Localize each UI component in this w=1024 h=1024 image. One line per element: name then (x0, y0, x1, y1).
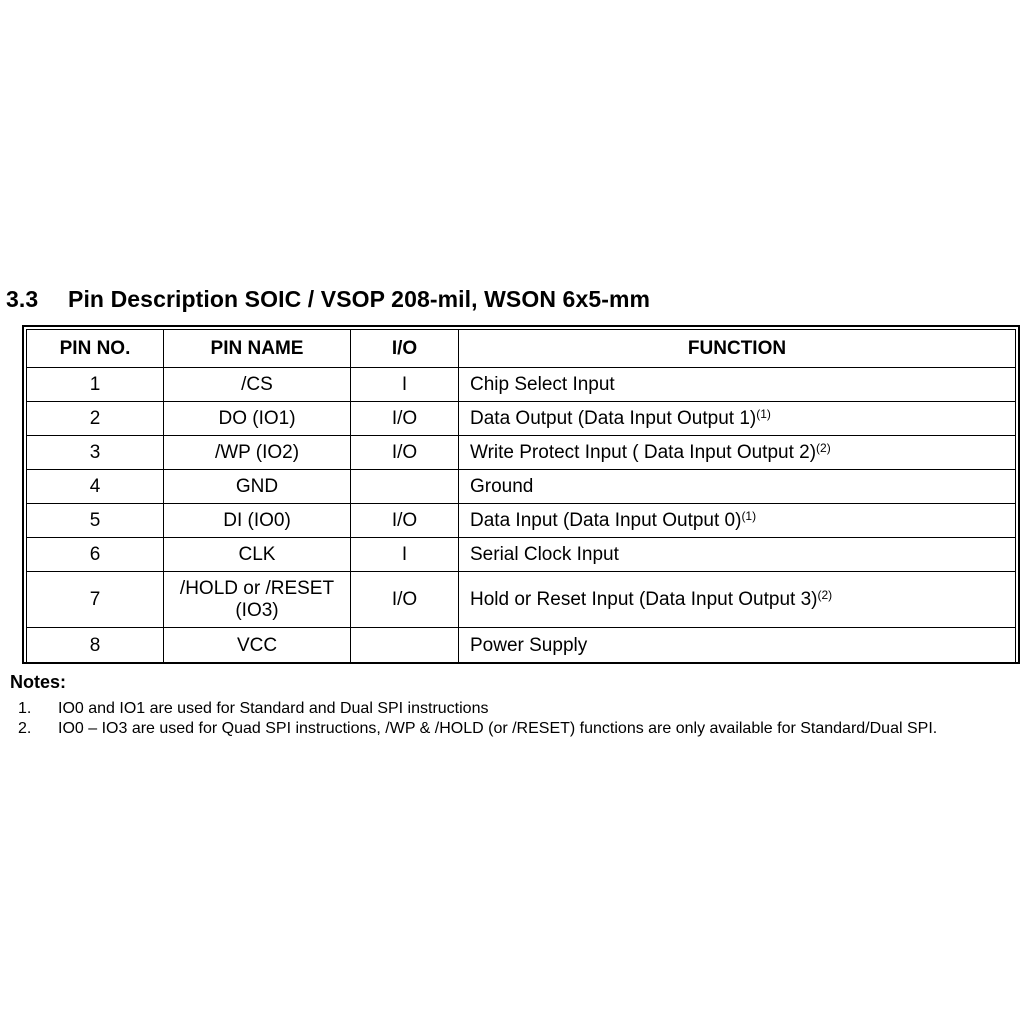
table-row (27, 628, 1016, 664)
function-text: Power Supply (470, 634, 588, 656)
table-row (27, 572, 1016, 628)
pin-number: 4 (27, 470, 164, 504)
note-item (18, 720, 937, 738)
table-row (27, 470, 1016, 504)
pin-io (351, 628, 459, 664)
note-text: IO0 – IO3 are used for Quad SPI instructions, /WP & /HOLD (or /RESET) functions are only available for Standard/Dual SPI. (58, 720, 938, 737)
pin-description-table (22, 325, 1020, 664)
pin-name-line2: (IO3) (235, 599, 279, 621)
pin-number: 7 (27, 572, 164, 628)
table-row (27, 368, 1016, 402)
pin-io: I (351, 538, 459, 572)
pin-io: I/O (351, 572, 459, 628)
pin-name (164, 572, 351, 628)
header-function: FUNCTION (459, 330, 1016, 368)
pin-function (459, 470, 1016, 504)
table-row (27, 402, 1016, 436)
function-text: Data Input (Data Input Output 0) (470, 509, 742, 531)
pin-number: 2 (27, 402, 164, 436)
pin-io: I/O (351, 504, 459, 538)
section-number: 3.3 (6, 286, 39, 312)
pin-name: CLK (164, 538, 351, 572)
note-item (18, 700, 488, 718)
header-pin-name: PIN NAME (164, 330, 351, 368)
function-note-ref: (1) (741, 508, 757, 523)
pin-name: /WP (IO2) (164, 436, 351, 470)
function-text: Chip Select Input (470, 373, 615, 395)
pin-name: DI (IO0) (164, 504, 351, 538)
note-index: 1. (18, 700, 32, 717)
section-title: Pin Description SOIC / VSOP 208-mil, WSON 6x5-mm (68, 286, 651, 312)
pin-io: I (351, 368, 459, 402)
pin-function (459, 628, 1016, 664)
pin-table (26, 329, 1016, 664)
pin-name: /CS (164, 368, 351, 402)
function-text: Write Protect Input ( Data Input Output 2) (470, 441, 817, 463)
pin-number: 8 (27, 628, 164, 664)
table-header-row (27, 330, 1016, 368)
pin-function (459, 572, 1016, 628)
pin-function (459, 504, 1016, 538)
pin-io: I/O (351, 436, 459, 470)
pin-io (351, 470, 459, 504)
pin-number: 5 (27, 504, 164, 538)
pin-function (459, 436, 1016, 470)
function-text: Serial Clock Input (470, 543, 619, 565)
pin-function (459, 402, 1016, 436)
pin-io: I/O (351, 402, 459, 436)
pin-number: 3 (27, 436, 164, 470)
section-heading (6, 286, 650, 313)
note-index: 2. (18, 720, 32, 737)
note-text: IO0 and IO1 are used for Standard and Dual SPI instructions (58, 700, 489, 717)
pin-name-line1: /HOLD or /RESET (179, 577, 335, 599)
table-row (27, 504, 1016, 538)
pin-function (459, 368, 1016, 402)
pin-number: 6 (27, 538, 164, 572)
function-text: Hold or Reset Input (Data Input Output 3) (470, 588, 818, 610)
notes-title: Notes: (10, 672, 67, 692)
function-note-ref: (1) (756, 406, 771, 421)
function-text: Data Output (Data Input Output 1) (470, 407, 757, 429)
function-note-ref: (2) (816, 440, 831, 455)
header-pin-no: PIN NO. (27, 330, 164, 368)
pin-number: 1 (27, 368, 164, 402)
pin-function (459, 538, 1016, 572)
table-row (27, 538, 1016, 572)
pin-name: DO (IO1) (164, 402, 351, 436)
function-text: Ground (470, 475, 534, 497)
pin-name: VCC (164, 628, 351, 664)
function-note-ref: (2) (817, 587, 833, 602)
table-row (27, 436, 1016, 470)
pin-name: GND (164, 470, 351, 504)
header-io: I/O (351, 330, 459, 368)
